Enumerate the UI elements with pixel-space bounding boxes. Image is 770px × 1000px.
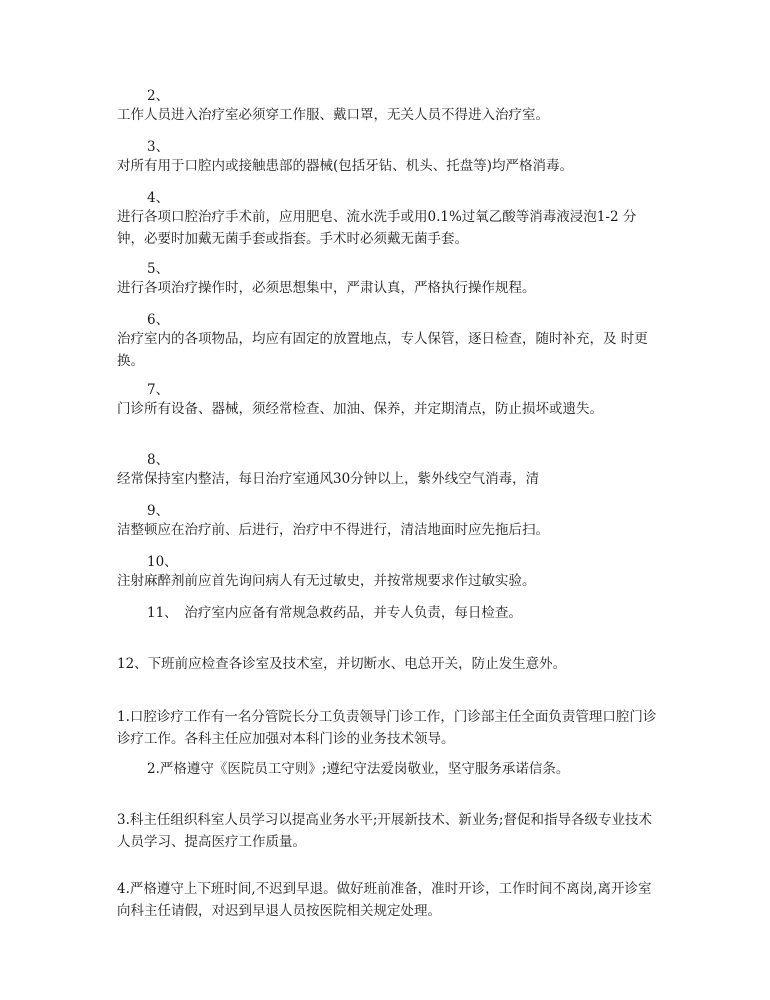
item-number: 10、 <box>147 554 178 570</box>
item-text: 洁整顿应在治疗前、后进行，治疗中不得进行，清洁地面时应先拖后扫。 <box>117 522 549 538</box>
item-text: 进行各项口腔治疗手术前，应用肥皂、流水洗手或用0.1%过氧乙酸等消毒液浸泡1-2 分钟，必要时加戴无菌手套或指套。手术时必须戴无菌手套。 <box>117 209 637 247</box>
item-text: 注射麻醉剂前应首先询问病人有无过敏史，并按常规要求作过敏实验。 <box>117 573 536 589</box>
item-number: 4、 <box>147 190 170 206</box>
item-number: 8、 <box>147 452 170 468</box>
item-text: 进行各项治疗操作时，必须思想集中，严肃认真，严格执行操作规程。 <box>117 280 536 296</box>
item-12: 12、下班前应检查各诊室及技术室，并切断水、电总开关，防止发生意外。 <box>117 656 567 672</box>
rule-3: 3.科主任组织科室人员学习以提高业务水平;开展新技术、新业务;督促和指导各级专业技术人员学习、提高医疗工作质量。 <box>117 812 652 850</box>
item-number: 6、 <box>147 312 170 328</box>
item-text: 对所有用于口腔内或接触患部的器械(包括牙钻、机头、托盘等)均严格消毒。 <box>117 158 574 174</box>
rule-2: 2.严格遵守《医院员工守则》;遵纪守法爱岗敬业，坚守服务承诺信条。 <box>147 761 570 777</box>
item-text: 经常保持室内整洁，每日治疗室通风30分钟以上，紫外线空气消毒，清 <box>117 471 540 487</box>
item-number: 5、 <box>147 261 170 277</box>
item-number: 7、 <box>147 382 170 398</box>
item-text: 门诊所有设备、器械，须经常检查、加油、保养，并定期清点，防止损坏或遗失。 <box>117 401 603 417</box>
rule-1: 1.口腔诊疗工作有一名分管院长分工负责领导门诊工作，门诊部主任全面负责管理口腔门诊诊疗工作。各科主任应加强对本科门诊的业务技术领导。 <box>117 709 657 747</box>
item-number: 3、 <box>147 139 170 155</box>
item-11: 11、 治疗室内应备有常规急救药品，并专人负责，每日检查。 <box>147 605 522 621</box>
item-number: 9、 <box>147 503 170 519</box>
rule-4: 4.严格遵守上下班时间,不迟到早退。做好班前准备，准时开诊，工作时间不离岗,离开诊室向科主任请假，对迟到早退人员按医院相关规定处理。 <box>117 881 652 919</box>
item-text: 工作人员进入治疗室必须穿工作服、戴口罩，无关人员不得进入治疗室。 <box>117 107 549 123</box>
item-number: 2、 <box>147 88 170 104</box>
item-text: 治疗室内的各项物品，均应有固定的放置地点，专人保管，逐日检查，随时补充，及 时更换。 <box>117 331 648 369</box>
